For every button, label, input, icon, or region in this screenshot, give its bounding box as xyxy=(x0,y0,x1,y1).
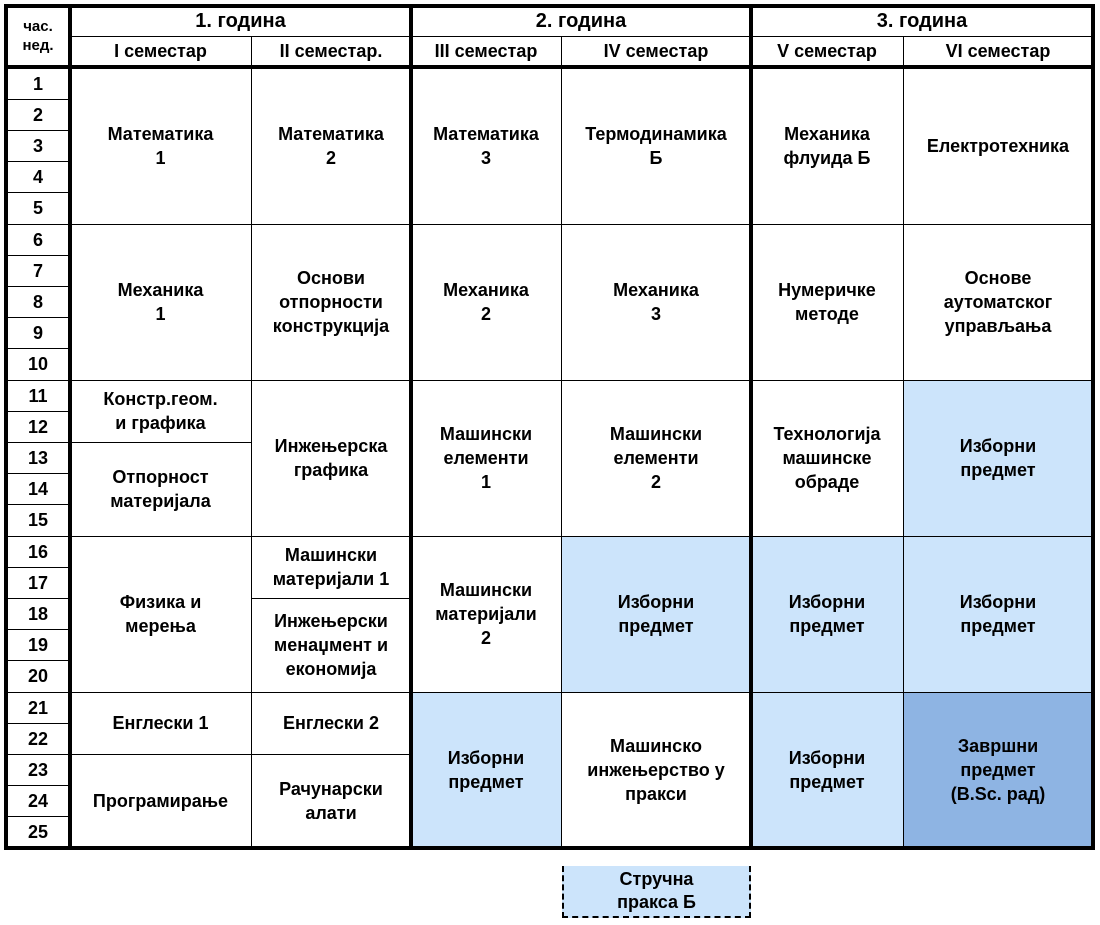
subject-line xyxy=(251,692,411,693)
subject-line xyxy=(70,536,251,537)
subject-cell: Програмирање xyxy=(70,754,251,848)
subject-cell: Термодинамика Б xyxy=(561,68,751,224)
week-number: 20 xyxy=(27,666,49,687)
week-row-line xyxy=(6,348,70,349)
outer-border-bottom xyxy=(4,846,1095,850)
subject-cell: Технологија машинске обраде xyxy=(751,380,903,536)
subject-cell: Механика 2 xyxy=(411,224,561,380)
week-number: 13 xyxy=(27,447,49,468)
subject-line xyxy=(561,380,751,381)
week-number: 5 xyxy=(32,198,43,219)
subject-line xyxy=(751,692,903,693)
semester-divider xyxy=(903,68,904,848)
subject-line xyxy=(411,692,561,693)
subject-cell: Инжењерски менаџмент и економија xyxy=(251,598,411,692)
subject-cell: Математика 1 xyxy=(70,68,251,224)
subject-cell: Машински материјали 2 xyxy=(411,536,561,692)
subject-line xyxy=(251,754,411,755)
subject-line xyxy=(411,536,561,537)
year-header: 2. година xyxy=(535,10,627,32)
week-row-line xyxy=(6,380,70,381)
week-number: 8 xyxy=(32,291,43,312)
subject-line xyxy=(70,380,251,381)
week-row-line xyxy=(6,473,70,474)
week-row-line xyxy=(6,754,70,755)
subject-line xyxy=(251,380,411,381)
week-number: 1 xyxy=(32,73,43,94)
week-row-line xyxy=(6,286,70,287)
thick-column-line xyxy=(4,4,8,850)
subject-cell: Машински елементи 2 xyxy=(561,380,751,536)
week-row-line xyxy=(6,723,70,724)
outer-border-top xyxy=(4,4,1095,8)
subject-cell: Основи отпорности конструкција xyxy=(251,224,411,380)
thick-column-line xyxy=(68,4,72,850)
subject-line xyxy=(70,442,251,443)
week-row-line xyxy=(6,255,70,256)
subject-line xyxy=(70,224,251,225)
week-row-line xyxy=(6,442,70,443)
semester-header: V семестар xyxy=(777,41,877,61)
week-number: 19 xyxy=(27,635,49,656)
semester-divider xyxy=(561,68,562,848)
week-number: 15 xyxy=(27,510,49,531)
week-number: 16 xyxy=(27,541,49,562)
subject-cell: Изборни предмет xyxy=(751,536,903,692)
week-number: 22 xyxy=(27,728,49,749)
semester-divider xyxy=(561,36,562,66)
subject-line xyxy=(903,692,1093,693)
week-row-line xyxy=(6,567,70,568)
year-header: 3. година xyxy=(876,10,968,32)
thick-column-line xyxy=(1091,4,1095,850)
week-number: 12 xyxy=(27,416,49,437)
professional-practice-cell: Стручна пракса Б xyxy=(562,866,751,918)
week-row-line xyxy=(6,411,70,412)
subject-cell: Рачунарски алати xyxy=(251,754,411,848)
week-number: 10 xyxy=(27,354,49,375)
week-row-line xyxy=(6,161,70,162)
subject-cell: Констр.геом. и графика xyxy=(70,380,251,442)
subject-cell: Енглески 1 xyxy=(70,692,251,754)
week-number: 9 xyxy=(32,323,43,344)
subject-cell: Механика 1 xyxy=(70,224,251,380)
subject-line xyxy=(751,380,903,381)
week-number: 14 xyxy=(27,479,49,500)
week-number: 25 xyxy=(27,822,49,843)
subject-line xyxy=(903,224,1093,225)
week-row-line xyxy=(6,130,70,131)
subject-line xyxy=(751,536,903,537)
subject-line xyxy=(561,224,751,225)
semester-header: III семестар xyxy=(434,41,538,61)
subject-line xyxy=(251,536,411,537)
semester-header: VI семестар xyxy=(945,41,1051,61)
subject-cell: Математика 3 xyxy=(411,68,561,224)
week-row-line xyxy=(6,536,70,537)
subject-cell: Машински материјали 1 xyxy=(251,536,411,598)
semester-header: II семестар. xyxy=(279,41,383,61)
week-row-line xyxy=(6,785,70,786)
thick-column-line xyxy=(409,4,413,850)
subject-line xyxy=(561,536,751,537)
week-number: 24 xyxy=(27,791,49,812)
week-number: 4 xyxy=(32,167,43,188)
week-row-line xyxy=(6,660,70,661)
week-row-line xyxy=(6,192,70,193)
subject-line xyxy=(411,224,561,225)
subject-cell: Основе аутоматског управљања xyxy=(903,224,1093,380)
subject-cell: Машински елементи 1 xyxy=(411,380,561,536)
semester-header: I семестар xyxy=(114,41,207,61)
subject-line xyxy=(70,754,251,755)
week-header: час. нед. xyxy=(22,18,54,54)
subject-cell: Електротехника xyxy=(903,68,1093,224)
subject-cell: Механика 3 xyxy=(561,224,751,380)
subject-cell: Енглески 2 xyxy=(251,692,411,754)
week-number: 11 xyxy=(28,385,48,406)
subject-cell: Механика флуида Б xyxy=(751,68,903,224)
week-number: 18 xyxy=(27,603,49,624)
subject-line xyxy=(411,380,561,381)
week-number: 3 xyxy=(32,135,43,156)
week-number: 17 xyxy=(27,572,49,593)
week-row-line xyxy=(6,598,70,599)
header-border xyxy=(4,65,1095,69)
subject-cell: Изборни предмет xyxy=(751,692,903,848)
subject-cell: Изборни предмет xyxy=(411,692,561,848)
subject-line xyxy=(561,692,751,693)
week-number: 2 xyxy=(32,104,43,125)
week-number: 7 xyxy=(32,260,43,281)
semester-divider xyxy=(251,36,252,66)
subject-cell: Изборни предмет xyxy=(561,536,751,692)
semester-divider xyxy=(251,68,252,848)
subject-cell: Завршни предмет (B.Sc. рад) xyxy=(903,692,1093,848)
subject-line xyxy=(903,380,1093,381)
week-row-line xyxy=(6,224,70,225)
week-row-line xyxy=(6,816,70,817)
week-row-line xyxy=(6,629,70,630)
year-header: 1. година xyxy=(195,10,286,32)
subject-line xyxy=(903,536,1093,537)
subject-cell: Математика 2 xyxy=(251,68,411,224)
week-number: 21 xyxy=(27,697,49,718)
subject-cell: Физика и мерења xyxy=(70,536,251,692)
semester-header: IV семестар xyxy=(603,41,709,61)
week-row-line xyxy=(6,692,70,693)
week-number: 23 xyxy=(27,759,49,780)
subject-line xyxy=(251,598,411,599)
week-row-line xyxy=(6,504,70,505)
subject-line xyxy=(70,692,251,693)
semester-divider xyxy=(903,36,904,66)
thick-column-line xyxy=(749,4,753,850)
subject-line xyxy=(251,224,411,225)
subject-cell: Изборни предмет xyxy=(903,536,1093,692)
subject-cell: Инжењерска графика xyxy=(251,380,411,536)
subject-cell: Отпорност материјала xyxy=(70,442,251,536)
week-number: 6 xyxy=(32,229,43,250)
subject-line xyxy=(751,224,903,225)
subject-cell: Изборни предмет xyxy=(903,380,1093,536)
week-row-line xyxy=(6,99,70,100)
subject-cell: Нумеричке методе xyxy=(751,224,903,380)
week-row-line xyxy=(6,317,70,318)
semester-header-line xyxy=(70,36,1093,37)
subject-cell: Машинско инжењерство у пракси xyxy=(561,692,751,848)
